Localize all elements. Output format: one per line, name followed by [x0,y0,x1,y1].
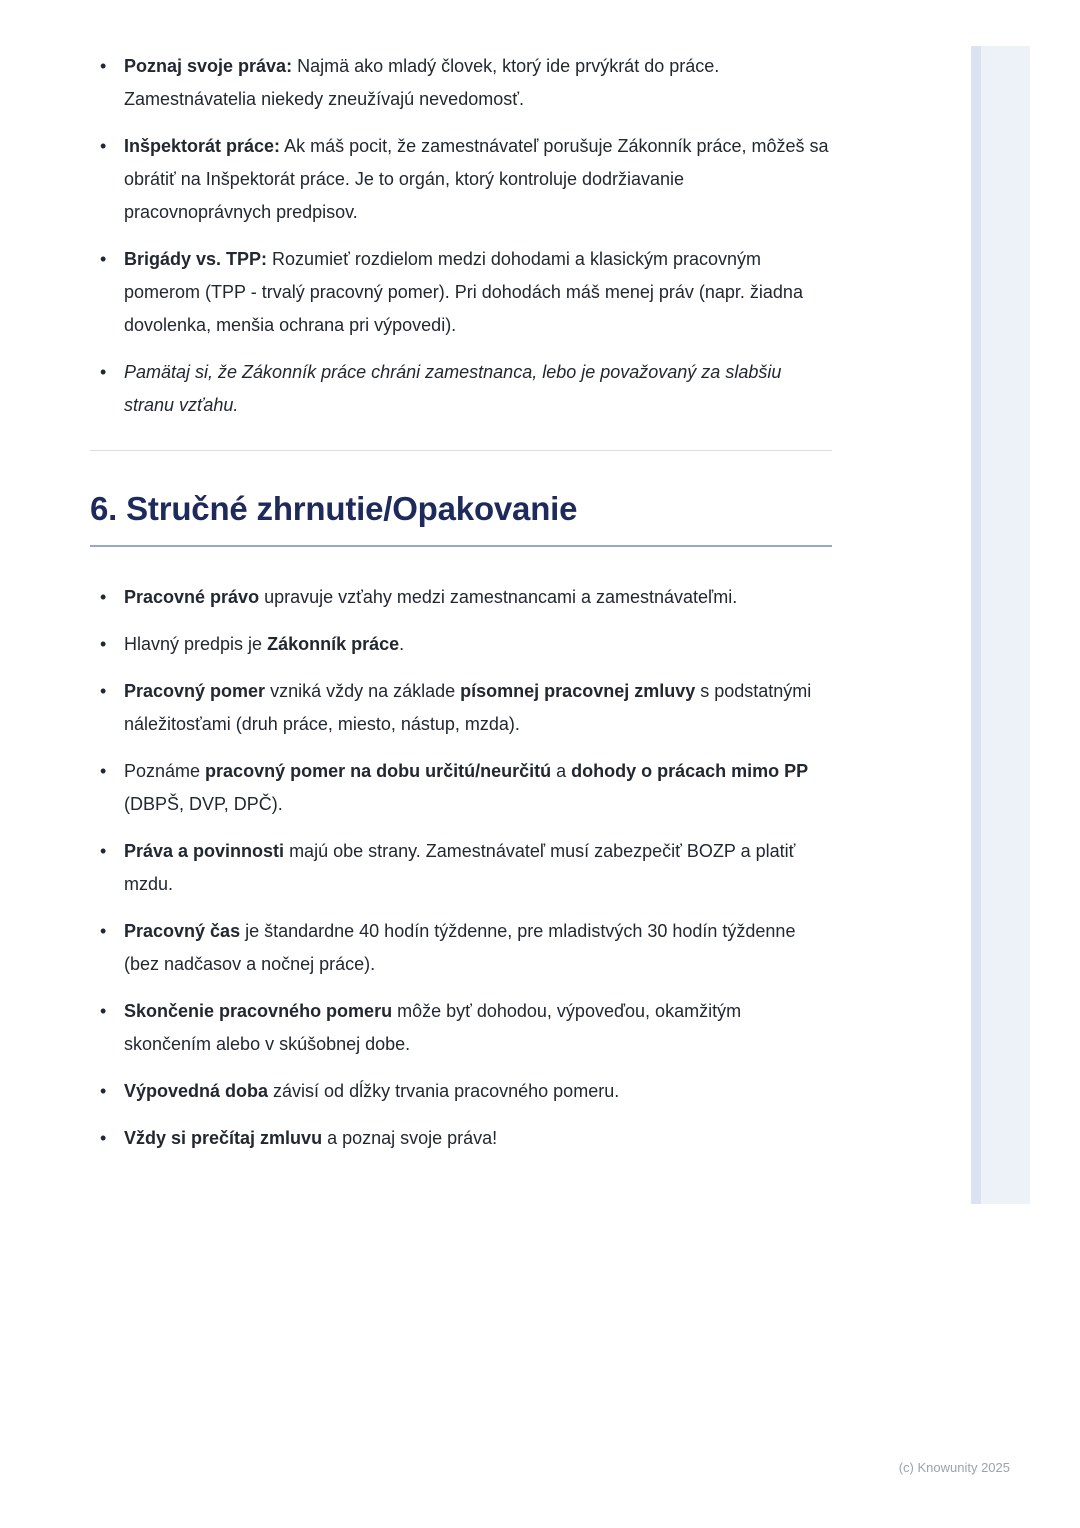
list-item [90,130,832,229]
heading-underline [90,545,832,547]
text-segment: písomnej pracovnej zmluvy [460,681,696,701]
list-item [90,50,832,116]
section-divider [90,450,832,451]
list-item [90,1075,832,1108]
list-item [90,675,832,741]
summary-list [90,581,832,1155]
text-segment: a [551,761,572,781]
list-item [90,755,832,821]
rights-tips-list [90,50,832,422]
summary-section-heading: 6. Stručné zhrnutie/Opakovanie [90,490,578,527]
scrollbar-thumb[interactable] [971,46,981,1204]
text-segment: Inšpektorát práce: [124,136,281,156]
text-segment: Pamätaj si, že Zákonník práce chráni zamestnanca, lebo je považovaný za slabšiu stranu vzťahu. [124,362,782,415]
text-segment: a poznaj svoje práva! [322,1128,498,1148]
text-segment: . [399,634,405,654]
text-segment: Pracovný čas [124,921,241,941]
list-item [90,915,832,981]
text-segment: závisí od dĺžky trvania pracovného pomeru. [268,1081,620,1101]
list-item [90,1122,832,1155]
list-item [90,628,832,661]
scrollbar-track[interactable] [981,46,1030,1204]
text-segment: Poznáme [124,761,206,781]
text-segment: Výpovedná doba [124,1081,269,1101]
text-segment: dohody o prácach mimo PP [571,761,809,781]
text-segment: Poznaj svoje práva: [124,56,293,76]
text-segment: upravuje vzťahy medzi zamestnancami a zamestnávateľmi. [259,587,738,607]
text-segment: Skončenie pracovného pomeru [124,1001,393,1021]
text-segment: Brigády vs. TPP: [124,249,268,269]
list-item [90,581,832,614]
text-segment: vzniká vždy na základe [265,681,461,701]
text-segment: Najmä ako mladý človek, ktorý ide prvýkrát do práce. Zamestnávatelia niekedy zneužívajú nevedomosť. [124,56,720,109]
text-segment: Zákonník práce [267,634,400,654]
text-segment: Práva a povinnosti [124,841,285,861]
page-content [90,0,832,1169]
text-segment: Hlavný predpis je [124,634,268,654]
list-item [90,356,832,422]
footer-copyright: (c) Knowunity 2025 [898,1460,1010,1475]
text-segment: Pracovné právo [124,587,260,607]
text-segment: majú obe strany. Zamestnávateľ musí zabezpečiť BOZP a platiť mzdu. [124,841,796,894]
text-segment: Ak máš pocit, že zamestnávateľ porušuje Zákonník práce, môžeš sa obrátiť na Inšpektorát práce. Je to orgán, ktorý kontroluje dodržiavanie pracovnoprávnych predpisov. [124,136,829,222]
text-segment: je štandardne 40 hodín týždenne, pre mladistvých 30 hodín týždenne (bez nadčasov a nočnej práce). [124,921,796,974]
text-segment: s podstatnými náležitosťami (druh práce, miesto, nástup, mzda). [124,681,812,734]
text-segment: môže byť dohodou, výpoveďou, okamžitým skončením alebo v skúšobnej dobe. [124,1001,742,1054]
list-item [90,995,832,1061]
list-item [90,835,832,901]
text-segment: Vždy si prečítaj zmluvu [124,1128,323,1148]
text-segment: Rozumieť rozdielom medzi dohodami a klasickým pracovným pomerom (TPP - trvalý pracovný pomer). Pri dohodách máš menej práv (napr. žiadna dovolenka, menšia ochrana pri výpovedi). [124,249,803,335]
text-segment: (DBPŠ, DVP, DPČ). [124,794,283,814]
text-segment: pracovný pomer na dobu určitú/neurčitú [205,761,552,781]
list-item [90,243,832,342]
text-segment: Pracovný pomer [124,681,266,701]
